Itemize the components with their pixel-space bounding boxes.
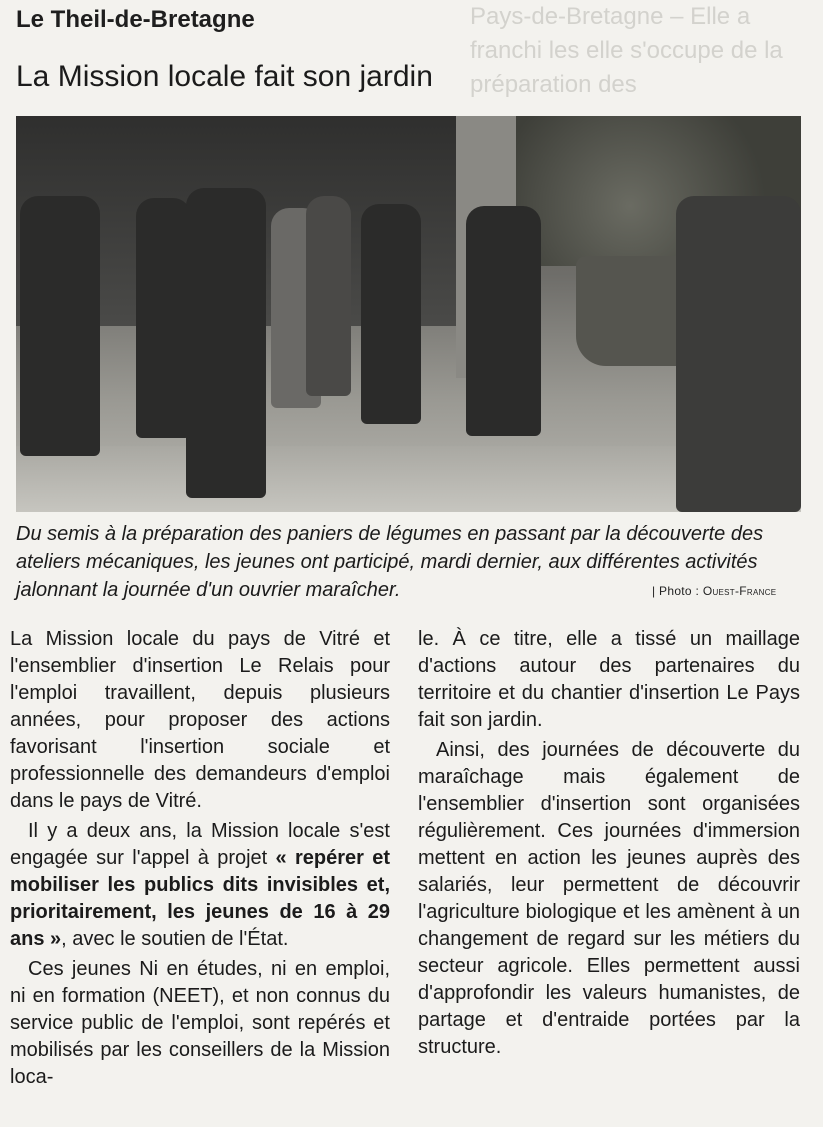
photo-person (136, 198, 191, 438)
photo-person (306, 196, 351, 396)
article-column-left (10, 626, 390, 1094)
photo-credit-prefix: | Photo : (652, 584, 703, 598)
paragraph-text: Il y a deux ans, la Mission locale s'est engagée sur l'appel à projet (10, 820, 390, 869)
article-paragraph: La Mission locale du pays de Vitré et l'ensemblier d'insertion Le Relais pour l'emploi travaillent, depuis plusieurs années, pour proposer des actions favorisant l'insertion sociale et professionnelle des demandeurs d'emploi dans le pays de Vitré. (10, 628, 390, 812)
article-photo (16, 116, 801, 512)
photo-person (20, 196, 100, 456)
article-paragraph: Ainsi, des journées de découverte du maraîchage mais également de l'ensemblier d'insertion sont organisées régulièrement. Ces journées d'immersion mettent en action les jeunes auprès des salariés, leur permettent de découvrir l'agriculture biologique et les amènent à un changement de regard sur les métiers du secteur agricole. Elles permettent aussi d'approfondir les valeurs humanistes, de partage et d'entraide portées par la structure. (418, 739, 800, 1058)
photo-person (676, 196, 801, 512)
photo-credit-source: Ouest-France (702, 584, 777, 598)
photo-person (466, 206, 541, 436)
paragraph-text: , avec le soutien de l'État. (61, 928, 289, 950)
photo-caption: Du semis à la préparation des paniers de légumes en passant par la découverte des ateliers mécaniques, les jeunes ont participé, mardi dernier, aux différentes activités jalonnant la journée d'un ouvrier maraîcher. (16, 523, 764, 601)
photo-person (361, 204, 421, 424)
article-paragraph (10, 818, 390, 953)
location-kicker: Le Theil-de-Bretagne (16, 6, 255, 33)
article-paragraph: le. À ce titre, elle a tissé un maillage d'actions autour des partenaires du territoire et du chantier d'insertion Le Pays fait son jardin. (418, 628, 800, 731)
article-headline: La Mission locale fait son jardin (16, 60, 433, 93)
article-column-right (418, 626, 800, 1064)
photo-person (186, 188, 266, 498)
photo-credit (652, 584, 776, 598)
highlighted-quote: « repérer et mobiliser les publics dits invisibles et, prioritairement, les jeunes de 16 à 29 ans » (10, 847, 390, 950)
bleed-through-text: Pays-de-Bretagne – Elle a franchi les elle s'occupe de la préparation des (470, 3, 783, 98)
article-paragraph: Ces jeunes Ni en études, ni en emploi, ni en formation (NEET), et non connus du service public de l'emploi, sont repérés et mobilisés par les conseillers de la Mission loca- (10, 958, 390, 1088)
